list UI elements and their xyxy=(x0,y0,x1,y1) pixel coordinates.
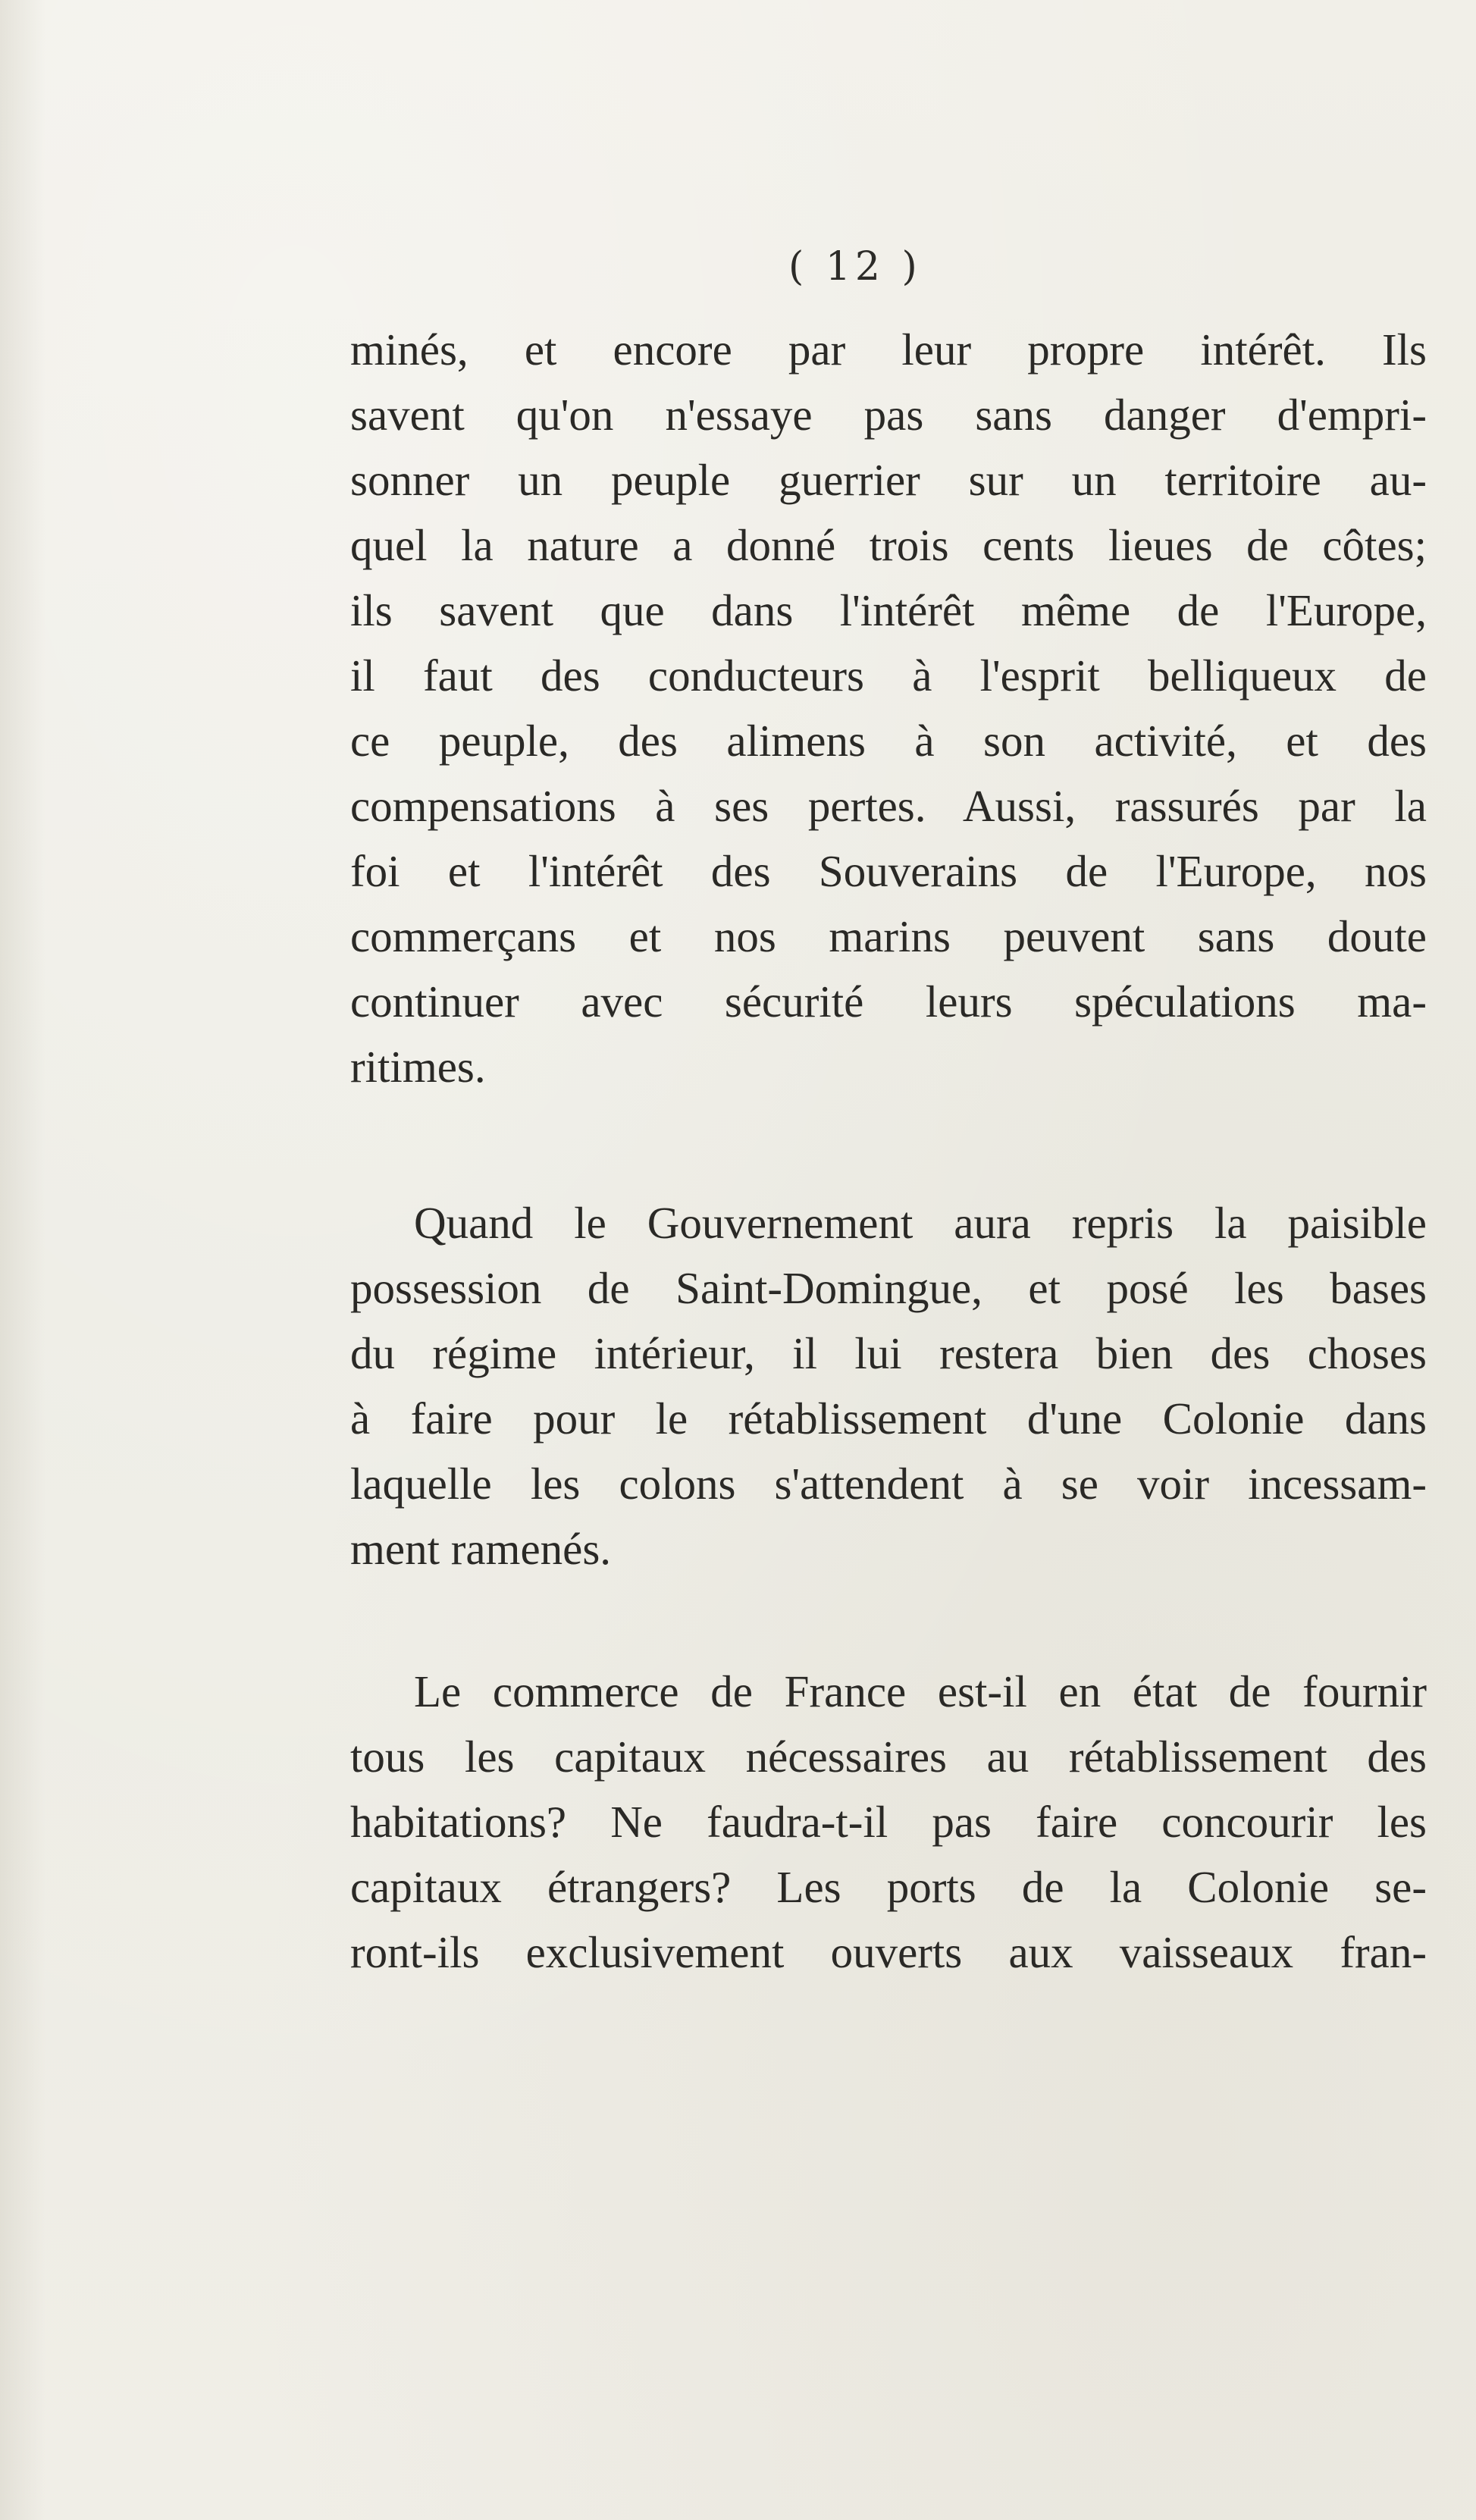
text-line: compensations à ses pertes. Aussi, rassurés par la xyxy=(350,781,1427,831)
paragraph-gap xyxy=(350,1099,1427,1190)
text-line: du régime intérieur, il lui restera bien des choses xyxy=(350,1328,1427,1378)
text-line: quel la nature a donné trois cents lieues de côtes; xyxy=(350,520,1427,570)
text-line: savent qu'on n'essaye pas sans danger d'empri- xyxy=(350,390,1427,440)
paragraph-3 xyxy=(350,1659,1427,1985)
body-text xyxy=(350,317,1427,1985)
text-line: commerçans et nos marins peuvent sans doute xyxy=(350,911,1427,961)
text-line: Quand le Gouvernement aura repris la paisible xyxy=(414,1198,1427,1248)
text-line: il faut des conducteurs à l'esprit belliqueux de xyxy=(350,650,1427,701)
paragraph-1 xyxy=(350,317,1427,1099)
text-line: laquelle les colons s'attendent à se voir incessam- xyxy=(350,1459,1427,1509)
text-line: foi et l'intérêt des Souverains de l'Europe, nos xyxy=(350,846,1427,896)
text-line: possession de Saint-Domingue, et posé les bases xyxy=(350,1263,1427,1313)
page-edge-shadow xyxy=(0,0,45,2520)
text-line: tous les capitaux nécessaires au rétablissement des xyxy=(350,1732,1427,1782)
text-line: ce peuple, des alimens à son activité, et des xyxy=(350,716,1427,766)
text-line: ritimes. xyxy=(350,1042,486,1092)
text-line: habitations? Ne faudra-t-il pas faire concourir les xyxy=(350,1797,1427,1847)
text-line: minés, et encore par leur propre intérêt. Ils xyxy=(350,324,1427,375)
page-number: ( 12 ) xyxy=(788,244,922,290)
text-line: ront-ils exclusivement ouverts aux vaisseaux fran- xyxy=(350,1927,1427,1977)
paragraph-2 xyxy=(350,1190,1427,1581)
text-line: continuer avec sécurité leurs spéculations ma- xyxy=(350,976,1427,1026)
text-line: ils savent que dans l'intérêt même de l'Europe, xyxy=(350,585,1427,635)
paragraph-gap xyxy=(350,1581,1427,1659)
text-line: sonner un peuple guerrier sur un territoire au- xyxy=(350,455,1427,505)
text-line: ment ramenés. xyxy=(350,1524,612,1574)
text-line: Le commerce de France est-il en état de fournir xyxy=(414,1666,1427,1716)
text-line: capitaux étrangers? Les ports de la Colonie se- xyxy=(350,1862,1427,1912)
text-line: à faire pour le rétablissement d'une Colonie dans xyxy=(350,1393,1427,1443)
